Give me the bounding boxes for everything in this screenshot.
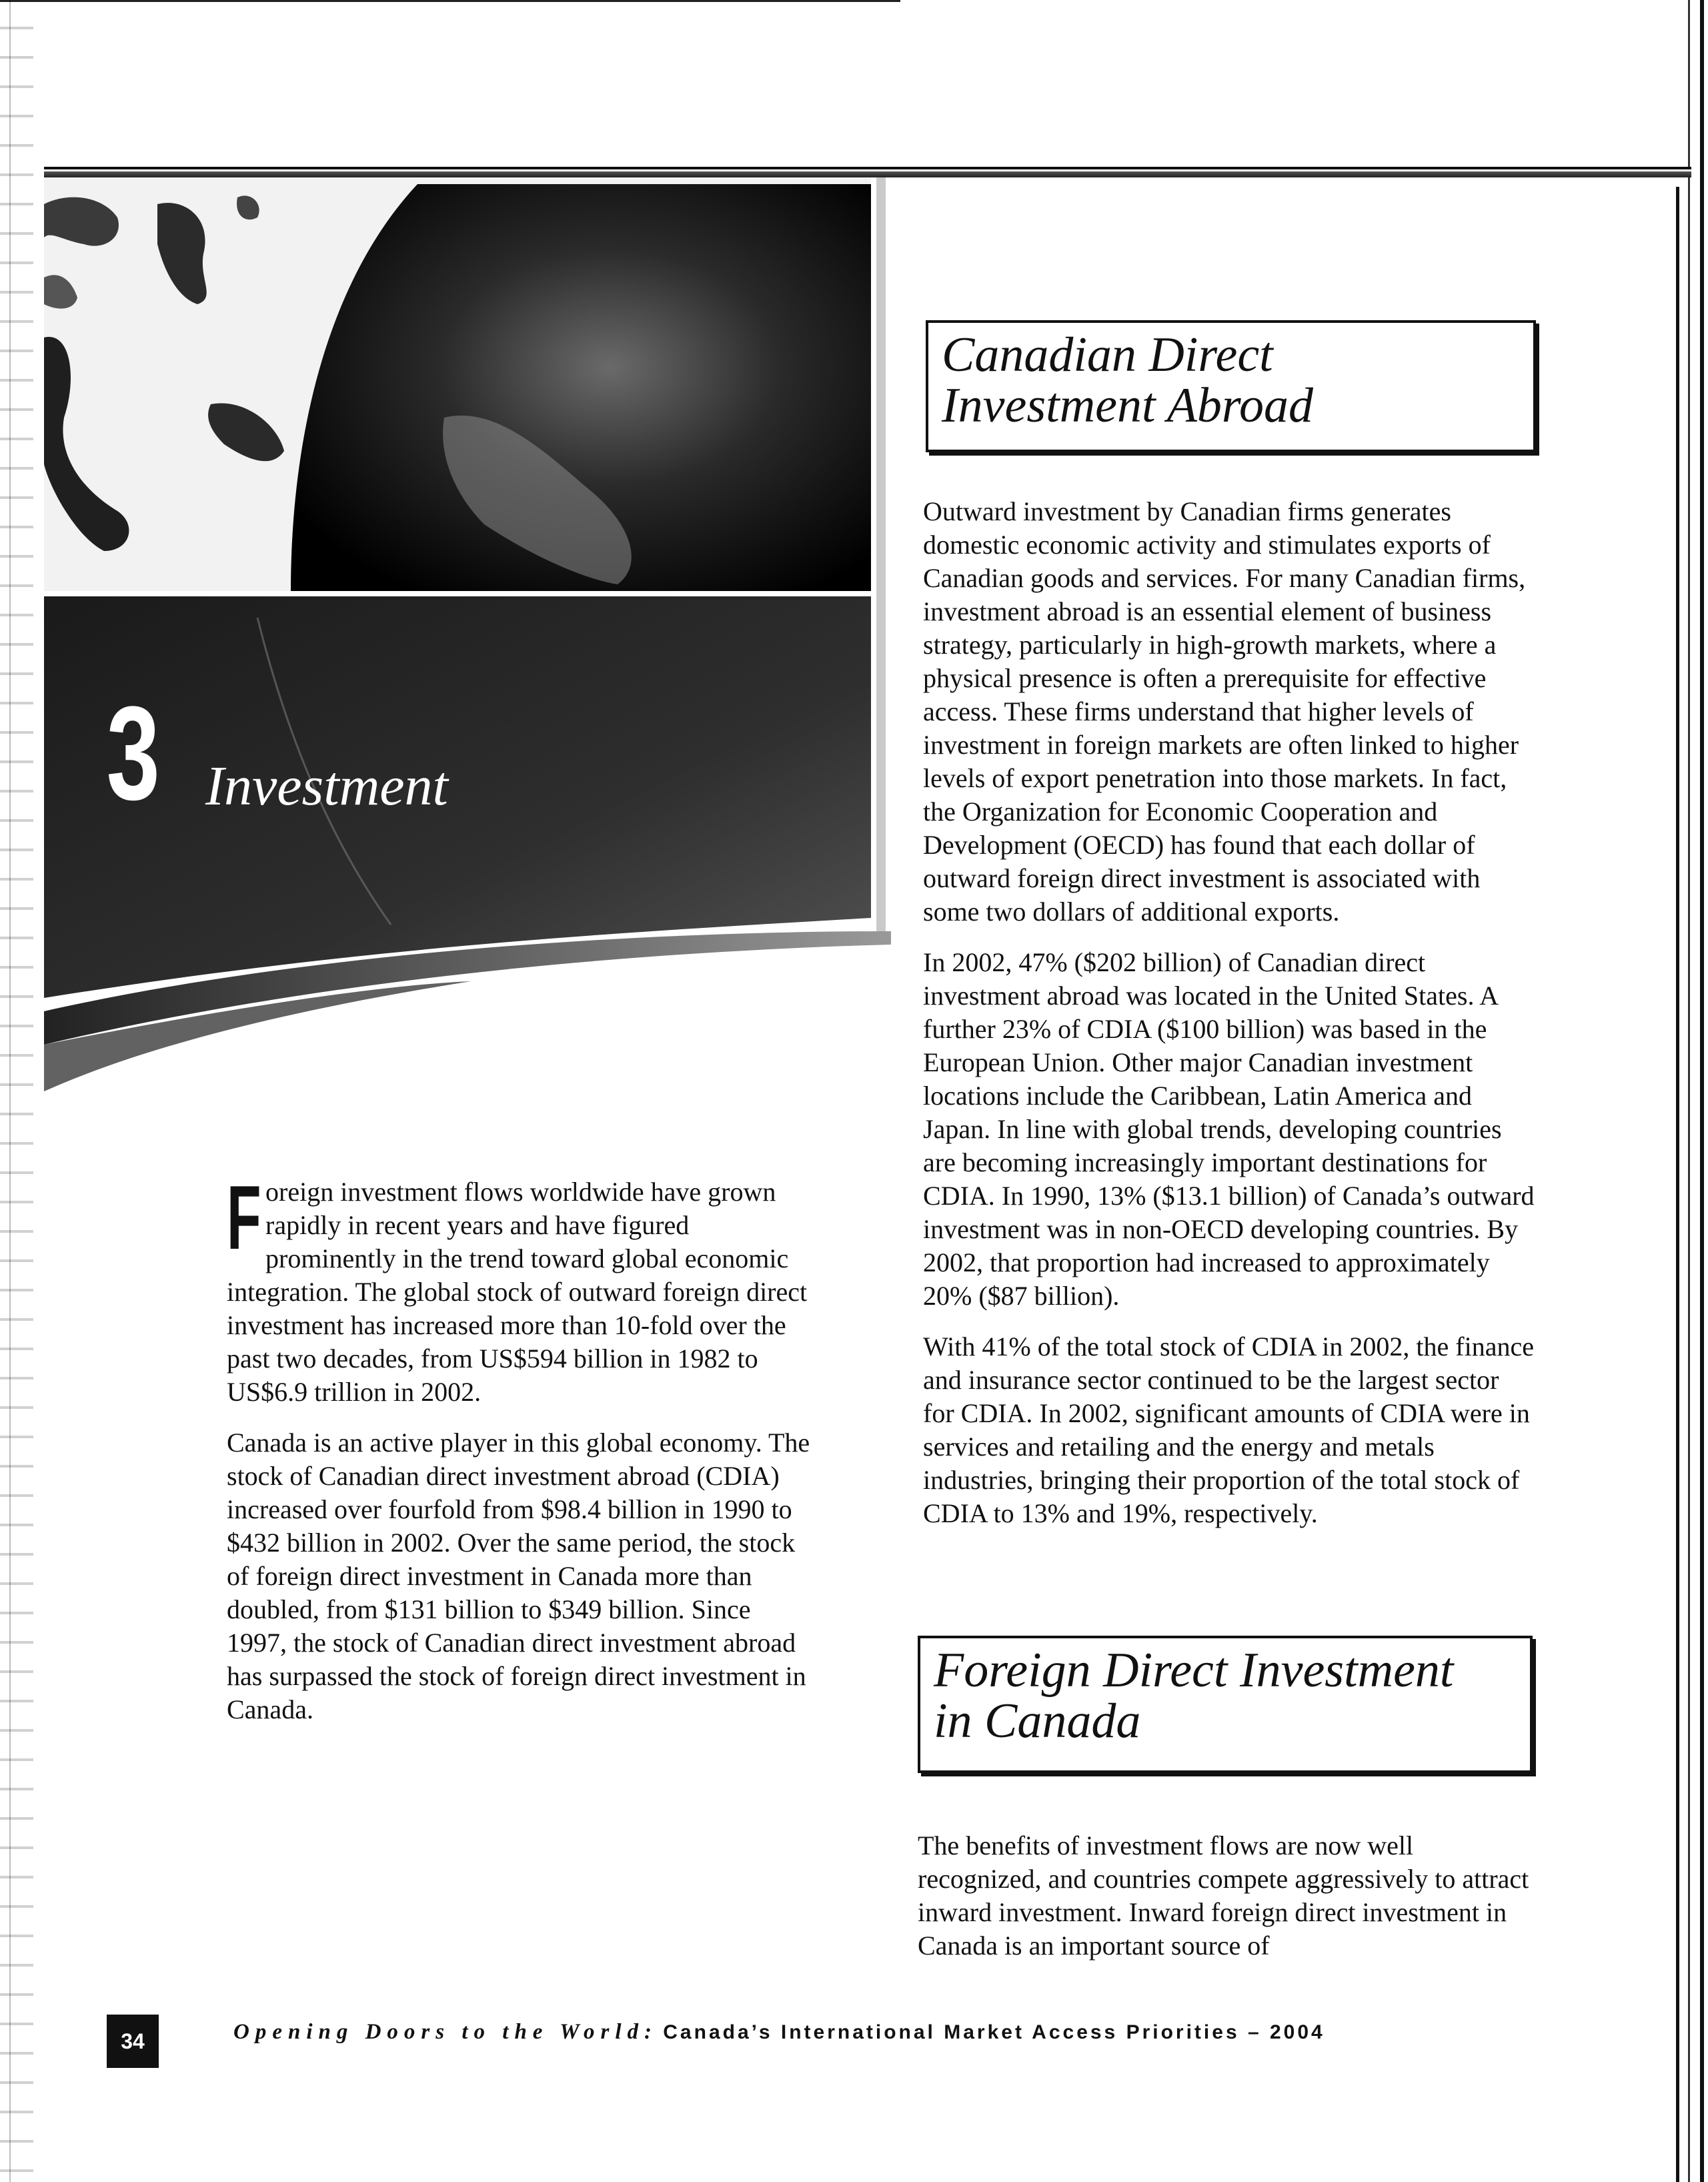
section-heading-cdia-line2: Investment Abroad bbox=[942, 378, 1313, 433]
cdia-paragraph-2: In 2002, 47% ($202 billion) of Canadian direct investment abroad was located in the United States. A further 23% of CDIA ($100 billion) was based in the European Union. Other major Canadian investment locations include the Caribbean, Latin America and Japan. In line with global trends, developing countries are becoming increasingly important destinations for CDIA. In 1990, 13% ($13.1 billion) of Canada’s outward investment was in non-OECD developing countries. By 2002, that proportion had increased to approximately 20% ($87 billion). bbox=[923, 947, 1535, 1311]
intro-paragraph-1 bbox=[227, 1167, 814, 1409]
footer-title-italic: Opening Doors to the World: bbox=[233, 2020, 658, 2044]
section-heading-fdi-line1: Foreign Direct Investment bbox=[934, 1643, 1454, 1698]
section-heading-fdi-line2: in Canada bbox=[934, 1694, 1141, 1748]
fdi-column bbox=[918, 1829, 1531, 1980]
fdi-paragraph-1: The benefits of investment flows are now well recognized, and countries compete aggressively to attract inward investment. Inward foreign direct investment in Canada is an important source of bbox=[918, 1830, 1529, 1961]
scan-top-edge bbox=[0, 0, 900, 2]
intro-paragraph-2: Canada is an active player in this global economy. The stock of Canadian direct investment abroad (CDIA) increased over fourfold from $98.4 billion in 1990 to $432 billion in 2002. Over the same period, the stock of foreign direct investment in Canada more than doubled, from $131 billion to $349 billion. Since 1997, the stock of Canadian direct investment abroad has surpassed the stock of foreign direct investment in Canada. bbox=[227, 1428, 810, 1724]
chapter-title: Investment bbox=[205, 755, 448, 817]
footer-title-rest: Canada’s International Market Access Priorities – 2004 bbox=[663, 2021, 1325, 2043]
section-heading-fdi bbox=[918, 1636, 1533, 1773]
intro-paragraph-1-text: oreign investment flows worldwide have grown rapidly in recent years and have figured prominently in the trend toward global economic integration. The global stock of outward foreign direct investment has increased more than 10-fold over the past two decades, from US$594 billion in 1982 to US$6.9 trillion in 2002. bbox=[227, 1177, 808, 1407]
intro-column bbox=[227, 1167, 814, 1744]
cdia-paragraph-3: With 41% of the total stock of CDIA in 2002, the finance and insurance sector continued to be the largest sector for CDIA. In 2002, significant amounts of CDIA were in services and retailing and the energy and metals industries, bringing their proportion of the total stock of CDIA to 13% and 19%, respectively. bbox=[923, 1331, 1534, 1528]
cdia-paragraph-1: Outward investment by Canadian firms generates domestic economic activity and stimulates exports of Canadian goods and services. For many Canadian firms, investment abroad is an essential element of business strategy, particularly in high-growth markets, where a physical presence is often a prerequisite for effective access. These firms understand that higher levels of investment in foreign markets are often linked to higher levels of export penetration into those markets. In fact, the Organization for Economic Cooperation and Development (OECD) has found that each dollar of outward foreign direct investment is associated with some two dollars of additional exports. bbox=[923, 496, 1526, 927]
drop-cap: F bbox=[227, 1167, 261, 1268]
scan-left-edge bbox=[0, 0, 33, 2182]
page-number: 34 bbox=[107, 2015, 159, 2068]
scan-right-edge bbox=[1673, 0, 1708, 2182]
chapter-number: 3 bbox=[106, 679, 156, 828]
section-heading-cdia bbox=[926, 320, 1536, 452]
running-footer bbox=[233, 2020, 1325, 2045]
cdia-column bbox=[923, 495, 1537, 1548]
globe-map-icon bbox=[44, 177, 891, 1091]
section-heading-cdia-line1: Canadian Direct bbox=[942, 328, 1273, 382]
top-rule bbox=[44, 167, 1691, 177]
